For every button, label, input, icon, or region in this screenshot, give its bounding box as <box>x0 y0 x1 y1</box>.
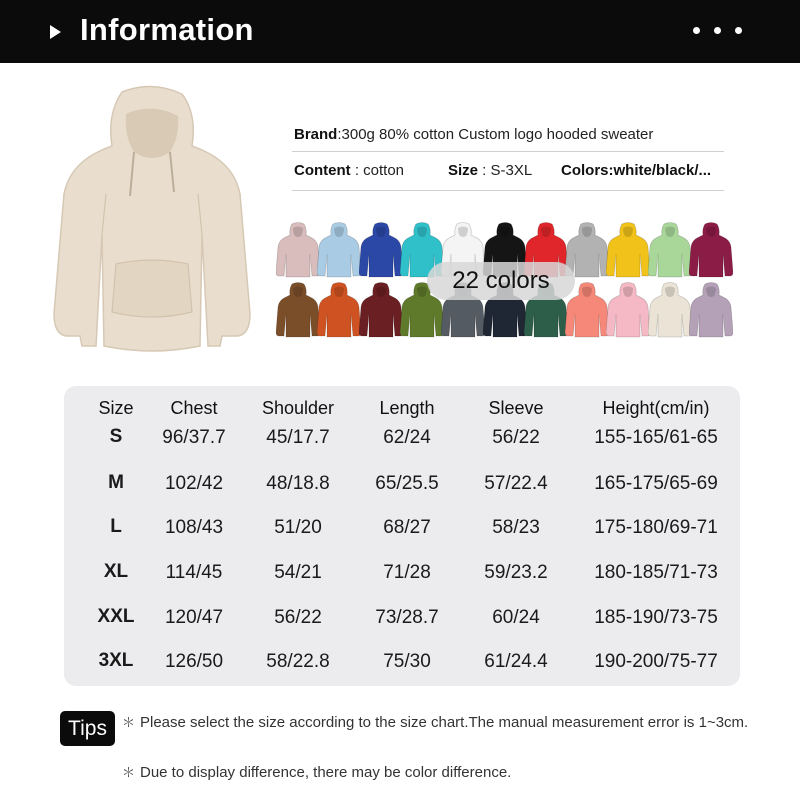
divider <box>292 151 724 152</box>
color-swatch[interactable] <box>359 282 403 338</box>
table-cell: 56/22 <box>492 427 540 448</box>
table-size-label: XL <box>103 561 129 582</box>
color-swatch[interactable] <box>648 282 692 338</box>
table-size-label: XXL <box>97 606 135 627</box>
brand-label: Brand <box>294 126 338 143</box>
table-header-cell: Shoulder <box>261 398 335 418</box>
size-value: : S-3XL <box>478 162 533 179</box>
content-label: Content <box>294 162 351 179</box>
colors-value: white/black/... <box>613 162 712 179</box>
table-cell: 58/23 <box>492 517 540 538</box>
table-cell: 108/43 <box>164 517 224 538</box>
tip-text: Due to display difference, there may be color difference. <box>140 764 512 781</box>
table-cell: 96/37.7 <box>162 427 226 448</box>
table-cell: 59/23.2 <box>484 562 548 583</box>
hoodie-product-image <box>52 84 252 354</box>
table-cell: 175-180/69-71 <box>594 517 718 538</box>
asterisk-icon: ＊ <box>122 715 136 730</box>
more-dots-icon[interactable] <box>693 27 742 34</box>
table-size-label: S <box>109 426 123 447</box>
content-value: : cotton <box>350 162 405 179</box>
tip-item <box>122 714 765 732</box>
brand-line <box>294 126 653 143</box>
tips-badge: Tips <box>60 711 115 746</box>
table-cell: 126/50 <box>164 651 224 672</box>
play-arrow-icon <box>50 25 61 39</box>
color-swatch[interactable] <box>606 222 650 278</box>
table-cell: 48/18.8 <box>266 473 330 494</box>
table-cell: 51/20 <box>274 517 322 538</box>
table-size-label: L <box>110 516 122 537</box>
header-bar <box>0 0 800 63</box>
table-size-label: M <box>108 472 124 493</box>
table-cell: 60/24 <box>492 607 540 628</box>
table-cell: 73/28.7 <box>375 607 439 628</box>
size-label: Size <box>448 162 479 179</box>
table-cell: 57/22.4 <box>484 473 548 494</box>
color-swatch[interactable] <box>276 282 320 338</box>
color-swatch[interactable] <box>689 222 733 278</box>
color-swatch[interactable] <box>606 282 650 338</box>
size-line <box>448 162 532 179</box>
brand-value: :300g 80% cotton Custom logo hooded sweater <box>337 126 654 143</box>
color-swatch[interactable] <box>276 222 320 278</box>
table-header-cell: Sleeve <box>488 398 544 418</box>
table-cell: 120/47 <box>164 607 224 628</box>
table-cell: 102/42 <box>164 473 224 494</box>
table-cell: 71/28 <box>383 562 431 583</box>
tip-text: Please select the size according to the size chart.The manual measurement error is 1~3cm. <box>140 714 749 731</box>
table-cell: 180-185/71-73 <box>594 562 718 583</box>
table-cell: 185-190/73-75 <box>594 607 718 628</box>
color-swatch[interactable] <box>648 222 692 278</box>
color-swatch[interactable] <box>689 282 733 338</box>
table-cell: 62/24 <box>383 427 431 448</box>
table-cell: 45/17.7 <box>266 427 330 448</box>
asterisk-icon: ＊ <box>122 765 136 780</box>
table-cell: 56/22 <box>274 607 322 628</box>
table-header-cell: Size <box>98 398 134 418</box>
color-swatch[interactable] <box>359 222 403 278</box>
table-cell: 54/21 <box>274 562 322 583</box>
page-title: Information <box>80 12 254 47</box>
table-cell: 165-175/65-69 <box>594 473 718 494</box>
divider <box>292 190 724 191</box>
table-cell: 75/30 <box>383 651 431 672</box>
color-swatch[interactable] <box>317 222 361 278</box>
table-size-label: 3XL <box>98 650 134 671</box>
colors-line <box>561 162 711 179</box>
table-header-cell: Chest <box>170 398 218 418</box>
table-cell: 65/25.5 <box>375 473 439 494</box>
tip-item <box>122 764 765 782</box>
content-line <box>294 162 404 179</box>
table-cell: 58/22.8 <box>266 651 330 672</box>
color-swatch[interactable] <box>317 282 361 338</box>
table-header-cell: Length <box>379 398 435 418</box>
table-cell: 155-165/61-65 <box>594 427 718 448</box>
table-cell: 114/45 <box>165 562 223 583</box>
colors-label: Colors: <box>561 162 614 179</box>
colors-count-badge: 22 colors <box>427 262 575 300</box>
table-cell: 190-200/75-77 <box>594 651 718 672</box>
table-cell: 68/27 <box>383 517 431 538</box>
table-cell: 61/24.4 <box>484 651 548 672</box>
table-header-cell: Height(cm/in) <box>602 398 710 418</box>
